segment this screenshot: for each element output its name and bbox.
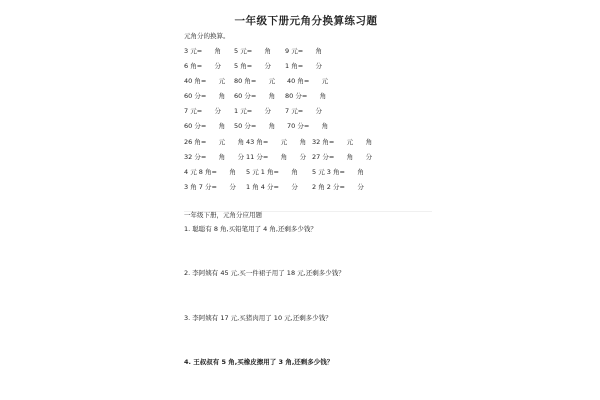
- conversion-item: 40 角= 元: [184, 77, 226, 86]
- word-problem-3: 3. 李阿姨有 17 元,买猪肉用了 10 元,还剩多少钱？: [184, 314, 332, 322]
- conversion-item: 4 元 8 角= 角: [184, 167, 236, 176]
- conversion-item: 7 元= 分: [184, 107, 222, 116]
- section-heading-word-problems: 一年级下册，元角分应用题: [184, 211, 262, 219]
- conversion-item: 3 元= 角: [184, 47, 222, 55]
- conversion-item: 32 角= 元 角: [312, 137, 373, 146]
- conversion-row: [184, 137, 373, 152]
- conversion-row: [184, 46, 323, 61]
- conversion-item: 32 分= 角 分: [184, 152, 245, 161]
- conversion-row: [184, 182, 364, 197]
- conversion-item: 2 角 2 分= 分: [312, 182, 364, 191]
- conversion-item: 6 角= 分: [184, 62, 222, 71]
- conversion-item: 50 分= 角: [234, 122, 276, 131]
- conversion-grid: [184, 46, 373, 197]
- conversion-item: 5 角= 分: [234, 62, 272, 71]
- conversion-item: 1 角 4 分= 分: [246, 182, 298, 191]
- conversion-item: 60 分= 角: [184, 92, 226, 101]
- conversion-item: 9 元= 角: [285, 47, 323, 55]
- conversion-item: 43 角= 元 角: [246, 137, 307, 146]
- conversion-item: 5 元 1 角= 角: [246, 167, 298, 176]
- conversion-item: 27 分= 角 分: [312, 152, 373, 161]
- conversion-item: 80 角= 元: [234, 77, 276, 86]
- conversion-row: [184, 152, 373, 167]
- conversion-item: 3 角 7 分= 分: [184, 182, 236, 191]
- conversion-item: 1 元= 分: [234, 107, 272, 116]
- conversion-row: [184, 76, 329, 91]
- conversion-item: 40 角= 元: [287, 77, 329, 86]
- conversion-row: [184, 61, 323, 76]
- conversion-row: [184, 106, 323, 121]
- conversion-item: 70 分= 角: [287, 122, 329, 131]
- conversion-item: 5 元 3 角= 角: [312, 167, 364, 176]
- conversion-row: [184, 167, 364, 182]
- conversion-item: 60 分= 角: [234, 92, 276, 101]
- conversion-item: 26 角= 元 角: [184, 137, 245, 146]
- conversion-item: 11 分= 角 分: [246, 152, 307, 161]
- word-problem-1: 1. 聪聪有 8 角,买铅笔用了 4 角,还剩多少钱？: [184, 225, 317, 233]
- word-problem-2: 2. 李阿姨有 45 元,买一件裙子用了 18 元,还剩多少钱？: [184, 269, 345, 277]
- conversion-row: [184, 91, 327, 106]
- conversion-item: 7 元= 分: [285, 107, 323, 116]
- conversion-item: 80 分= 角: [285, 92, 327, 101]
- conversion-item: 60 分= 角: [184, 122, 226, 131]
- page-title: 一年级下册元角分换算练习题: [234, 15, 378, 27]
- conversion-row: [184, 121, 329, 136]
- conversion-item: 5 元= 角: [234, 47, 272, 55]
- word-problem-4: 4. 王叔叔有 5 角,买橡皮擦用了 3 角,还剩多少钱？: [184, 358, 334, 366]
- conversion-item: 1 角= 分: [285, 62, 323, 71]
- section-heading-conversion: 元角分的换算。: [184, 32, 230, 40]
